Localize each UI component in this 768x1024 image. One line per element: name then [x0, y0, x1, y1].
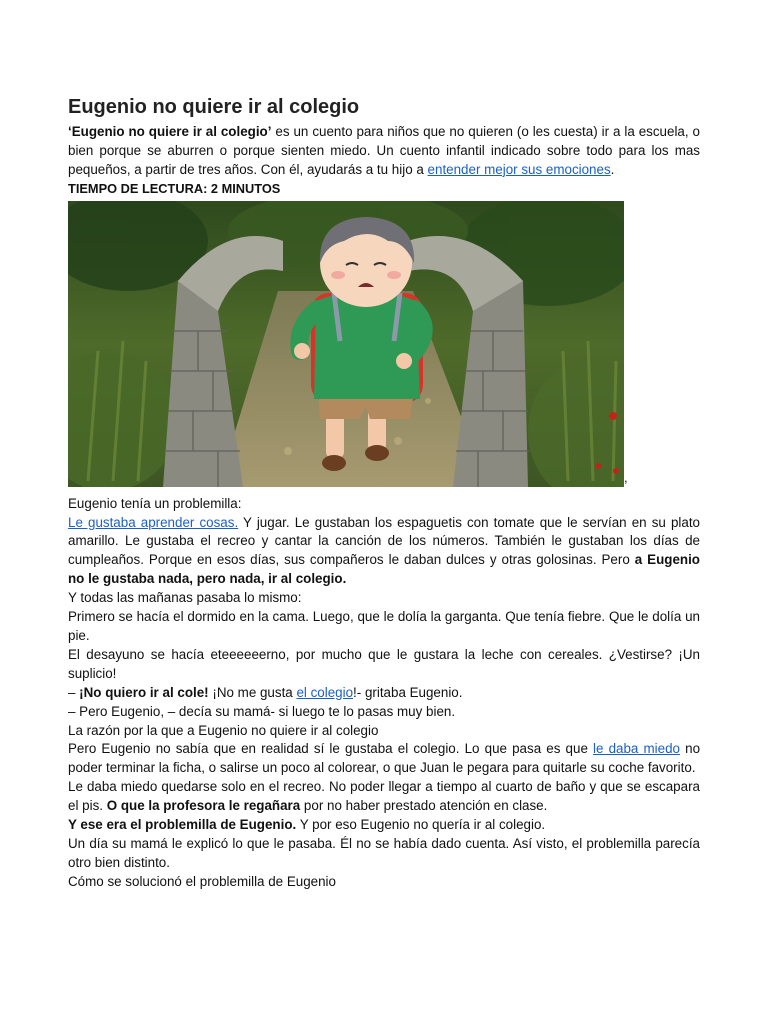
- section-heading-reason: La razón por la que a Eugenio no quiere ir al colegio: [68, 722, 379, 738]
- fear-text-1: Pero Eugenio no sabía que en realidad sí le gustaba el colegio. Lo que pasa es que: [68, 741, 594, 757]
- recess-bold: O que la profesora le regañara: [106, 798, 301, 814]
- document-page: [68, 94, 700, 892]
- section-heading-solution: Cómo se solucionó el problemilla de Eugenio: [68, 873, 336, 889]
- paragraph-likes: [68, 514, 700, 590]
- paragraph-mornings: Y todas las mañanas pasaba lo mismo:: [68, 590, 302, 606]
- shout-end: !- gritaba Eugenio.: [353, 684, 463, 700]
- paragraph-problem: Eugenio tenía un problemilla:: [68, 495, 242, 511]
- paragraph-excuses: Primero se hacía el dormido en la cama. Luego, que le dolía la garganta. Que tenía fiebre. Que le dolía un pie.: [68, 609, 700, 643]
- paragraph-shout: [68, 684, 700, 703]
- reading-time: TIEMPO DE LECTURA: 2 MINUTOS: [68, 180, 281, 196]
- fear-text-2: no poder terminar la ficha, o salirse un poco al colorear, o que Juan le pegara para quitarle su coche favorito.: [68, 741, 701, 776]
- likes-text: Y jugar. Le gustaban los espaguetis con tomate que le servían en su plato amarillo. Le gustaba el recreo y cantar la canción de los números. También le gustaban los días de cumpleaños. Porque en esos días, sus compañeros le daban dulces y otras golosinas. Pero: [68, 514, 700, 568]
- story-illustration: [68, 201, 628, 487]
- emotions-link[interactable]: entender mejor sus emociones: [427, 161, 611, 177]
- conclusion-text: Y por eso Eugenio no quería ir al colegio.: [296, 817, 546, 833]
- fear-link[interactable]: le daba miedo: [593, 741, 680, 757]
- shout-bold: ¡No quiero ir al cole!: [79, 684, 209, 700]
- paragraph-fear: [68, 740, 700, 778]
- likes-bold: a Eugenio no le gustaba nada, pero nada, ir al colegio.: [68, 552, 700, 587]
- paragraph-breakfast: El desayuno se hacía eteeeeeerno, por mucho que le gustara la leche con cereales. ¿Vestirse? ¡Un suplicio!: [68, 646, 700, 681]
- recess-text-2: por no haber prestado atención en clase.: [300, 798, 548, 814]
- shout-dash: –: [68, 684, 80, 700]
- image-trailing-comma: ,: [624, 469, 628, 485]
- school-link[interactable]: el colegio: [296, 684, 354, 700]
- paragraph-conclusion: [68, 816, 700, 835]
- boy-on-bridge-illustration: [68, 201, 624, 487]
- paragraph-recess: [68, 778, 700, 816]
- conclusion-bold: Y ese era el problemilla de Eugenio.: [68, 817, 297, 833]
- intro-text-2: .: [610, 161, 615, 177]
- intro-bold-title: ‘Eugenio no quiere ir al colegio’: [68, 124, 272, 139]
- intro-paragraph: [68, 123, 700, 180]
- learn-things-link[interactable]: Le gustaba aprender cosas.: [68, 514, 239, 530]
- paragraph-mom-explained: Un día su mamá le explicó lo que le pasaba. Él no se había dado cuenta. Así visto, el problemilla parecía otro bien distinto.: [68, 835, 700, 870]
- shout-text: ¡No me gusta: [208, 684, 297, 700]
- recess-text-1: Le daba miedo quedarse solo en el recreo. No poder llegar a tiempo al cuarto de baño y que se escapara el pis.: [68, 779, 700, 814]
- page-title: Eugenio no quiere ir al colegio: [68, 96, 360, 118]
- paragraph-mom: – Pero Eugenio, – decía su mamá- si luego te lo pasas muy bien.: [68, 703, 456, 719]
- intro-text-1: es un cuento para niños que no quieren (o les cuesta) ir a la escuela, o bien porque se aburren o porque sienten miedo. Un cuento infantil indicado sobre todo para los mas pequeños, a partir de tres años. Con él, ayudarás a tu hijo a: [68, 124, 700, 177]
